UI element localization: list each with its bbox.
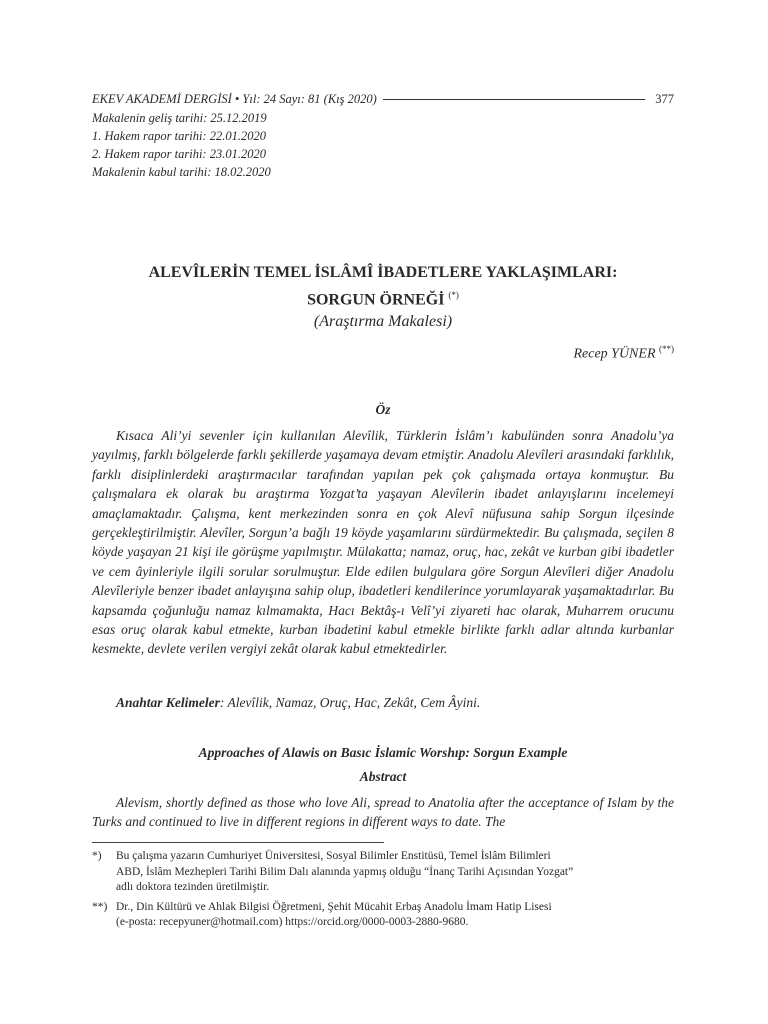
footnote-separator — [92, 842, 384, 843]
author-footnote-mark: (**) — [659, 344, 674, 354]
article-title-line-1: ALEVÎLERİN TEMEL İSLÂMÎ İBADETLERE YAKLAŞIMLARI: — [148, 264, 618, 281]
article-title-block — [92, 262, 674, 333]
page-number: 377 — [655, 92, 674, 106]
footnote-text — [116, 900, 674, 931]
keywords-label: Anahtar Kelimeler — [116, 695, 220, 710]
footnote-line: Bu çalışma yazarın Cumhuriyet Üniversitesi, Sosyal Bilimler Enstitüsü, Temel İslâm Bilimleri — [116, 850, 551, 862]
journal-name: EKEV AKADEMİ DERGİSİ • Yıl: 24 Sayı: 81 (Kış 2020) — [92, 92, 377, 106]
keywords — [116, 695, 480, 711]
footnote-line: ABD, İslâm Mezhepleri Tarihi Bilim Dalı alanında yapmış olduğu “İnanç Tarihi Açısından Yozgat” — [116, 865, 574, 878]
english-abstract-text: Alevism, shortly defined as those who love Ali, spread to Anatolia after the acceptance of Islam by the Turks and continued to live in different regions in different ways to date. The — [92, 795, 674, 830]
oz-heading: Öz — [375, 402, 391, 417]
footnote-line: adlı doktora tezinden üretilmiştir. — [116, 881, 270, 893]
date-accepted: Makalenin kabul tarihi: 18.02.2020 — [92, 165, 271, 179]
abstract-heading: Abstract — [359, 769, 407, 784]
article-title-line-2 — [92, 284, 674, 311]
running-header — [92, 92, 674, 107]
submission-dates — [92, 109, 271, 181]
footnote-text — [116, 849, 674, 896]
footnote-line: Dr., Din Kültürü ve Ahlak Bilgisi Öğretmeni, Şehit Mücahit Erbaş Anadolu İmam Hatip Lisesi — [116, 900, 552, 913]
turkish-abstract-text: Kısaca Ali’yi sevenler için kullanılan Alevîlik, Türklerin İslâm’ı kabulünden sonra Anadolu’ya yayılmış, farklı bölgelerde farklı şekillerde yaşamaya devam etmiştir. Anadolu Alevîleri arasındaki farklılık, farklı disiplinlerdeki araştırmacılar tarafından yapılan pek çok çalışmada ortaya konmuştur. Bu çalışmalara ek olarak bu araştırma Yozgat’ta yaşayan Alevîlerin ibadet anlayışlarını incelemeyi amaçlamaktadır. Çalışma, kent merkezinden sonra en çok Alevî nüfusuna sahip Sorgun ilçesinde gerçekleştirilmiştir. Alevîler, Sorgun’a bağlı 19 köyde yaşamlarını sürdürmektedir. Bu çalışmada, seçilen 8 köyde yaşayan 21 kişi ile görüşme yapılmıştır. Mülakatta; namaz, oruç, hac, zekât ve kurban gibi ibadetler ve cem âyinleriyle ilgili sorular sorulmuştur. Elde edilen bulgulara göre Sorgun Alevîleri diğer Anadolu Alevîleriyle benzer ibadet anlayışına sahip olup, ibadetleri kendilerince yorumlayarak yaşamaktadırlar. Bu kapsamda çoğunluğu namaz kılmamakta, Hacı Bektâş-ı Velî’yi ziyareti hac olarak, Muharrem orucunu esas oruç olarak kabul etmekte, kurban ibadetini kabul etmekle birlikte farklı adlar altında kurbanlar kesmekte, devlete verilen vergiyi zekât olarak kabul etmektedirler. — [92, 428, 674, 657]
english-title: Approaches of Alawis on Basıc İslamic Worshıp: Sorgun Example — [198, 745, 568, 760]
author — [573, 344, 674, 363]
keywords-list: : Alevîlik, Namaz, Oruç, Hac, Zekât, Cem Âyini. — [219, 695, 481, 710]
title-footnote-mark: (*) — [448, 290, 459, 300]
footnotes — [92, 849, 674, 935]
date-review-1: 1. Hakem rapor tarihi: 22.01.2020 — [92, 129, 266, 143]
footnote — [92, 849, 674, 896]
article-type: (Araştırma Makalesi) — [313, 313, 453, 331]
footnote — [92, 900, 674, 931]
author-name: Recep YÜNER — [573, 346, 656, 362]
header-rule — [383, 99, 645, 100]
footnote-line: (e-posta: recepyuner@hotmail.com) https://orcid.org/0000-0003-2880-9680. — [116, 916, 469, 928]
date-received: Makalenin geliş tarihi: 25.12.2019 — [92, 111, 267, 125]
english-abstract — [92, 793, 674, 832]
footnote-mark: *) — [92, 850, 102, 862]
turkish-abstract — [92, 426, 674, 659]
date-review-2: 2. Hakem rapor tarihi: 23.01.2020 — [92, 147, 266, 161]
article-title-line-2-text: SORGUN ÖRNEĞİ — [307, 291, 445, 309]
footnote-mark: **) — [92, 900, 108, 913]
